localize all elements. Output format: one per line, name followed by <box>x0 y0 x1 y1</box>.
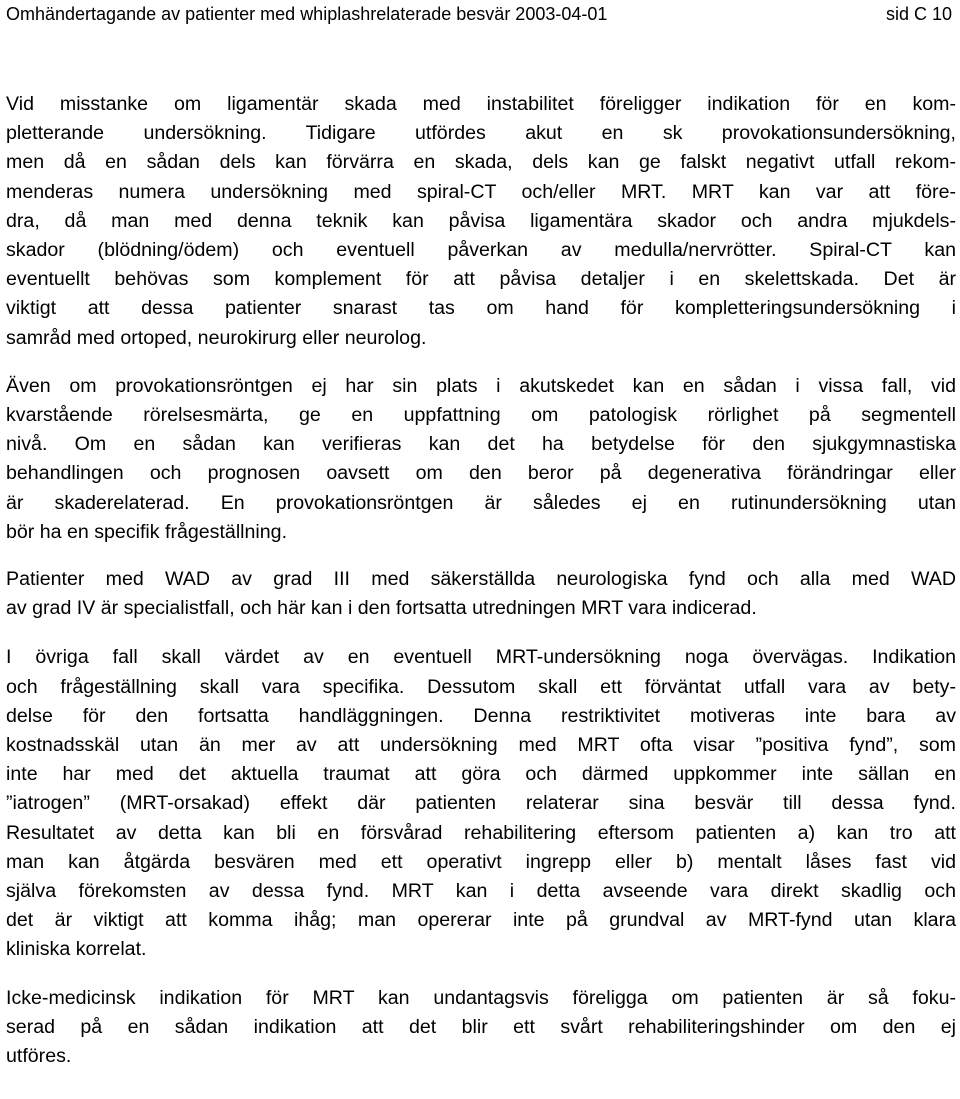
text-line: Patienter med WAD av grad III med säkerställda neurologiska fynd och alla med WAD <box>6 568 956 591</box>
text-line: menderas numera undersökning med spiral-CT och/eller MRT. MRT kan var att före- <box>6 180 956 203</box>
text-line: skador (blödning/ödem) och eventuell påverkan av medulla/nervrötter. Spiral-CT kan <box>6 239 956 262</box>
paragraph-provocation-xray <box>6 372 956 547</box>
text-line: är skaderelaterad. En provokationsröntgen är således ej en rutinundersökning utan <box>6 491 956 514</box>
text-line: Även om provokationsröntgen ej har sin plats i akutskedet kan en sådan i vissa fall, vid <box>6 374 956 397</box>
paragraph-wad-grade <box>6 565 956 623</box>
text-line: och frågeställning skall vara specifika. Dessutom skall ett förväntat utfall vara av bety- <box>6 675 956 698</box>
text-line: nivå. Om en sådan kan verifieras kan det ha betydelse för den sjukgymnastiska <box>6 433 956 456</box>
text-line: själva förekomsten av dessa fynd. MRT kan i detta avseende vara direkt skadlig och <box>6 880 956 903</box>
text-line: men då en sådan dels kan förvärra en skada, dels kan ge falskt negativt utfall rekom- <box>6 151 956 174</box>
paragraph-non-medical-indication <box>6 984 956 1072</box>
paragraph-spacer <box>6 623 956 643</box>
paragraph-spacer <box>6 353 956 372</box>
text-line: behandlingen och prognosen oavsett om den beror på degenerativa förändringar eller <box>6 462 956 485</box>
paragraph-spacer <box>6 965 956 984</box>
text-line: pletterande undersökning. Tidigare utfördes akut en sk provokationsundersökning, <box>6 122 956 145</box>
page-header <box>6 2 952 26</box>
paragraph-spacer <box>6 547 956 565</box>
text-line: kvarstående rörelsesmärta, ge en uppfattning om patologisk rörlighet på segmentell <box>6 404 956 427</box>
text-line: kliniska korrelat. <box>6 938 147 961</box>
text-line: utföres. <box>6 1045 72 1068</box>
text-line: I övriga fall skall värdet av en eventuell MRT-undersökning noga övervägas. Indikation <box>6 646 956 669</box>
text-line: serad på en sådan indikation att det blir ett svårt rehabiliteringshinder om den ej <box>6 1015 956 1038</box>
text-line: samråd med ortoped, neurokirurg eller neurolog. <box>6 326 427 349</box>
text-line: av grad IV är specialistfall, och här kan i den fortsatta utredningen MRT vara indicerad. <box>6 597 757 620</box>
text-line: man kan åtgärda besvären med ett operativt ingrepp eller b) mentalt låses fast vid <box>6 850 956 873</box>
paragraph-mrt-restriction <box>6 643 956 964</box>
text-line: Icke-medicinsk indikation för MRT kan undantagsvis föreligga om patienten är så foku- <box>6 986 956 1009</box>
text-line: Resultatet av detta kan bli en försvårad rehabilitering eftersom patienten a) kan tro att <box>6 821 956 844</box>
text-line: dra, då man med denna teknik kan påvisa ligamentära skador och andra mjukdels- <box>6 209 956 232</box>
text-line: delse för den fortsatta handläggningen. Denna restriktivitet motiveras inte bara av <box>6 704 956 727</box>
text-line: kostnadsskäl utan än mer av att undersökning med MRT ofta visar ”positiva fynd”, som <box>6 734 956 757</box>
text-line: inte har med det aktuella traumat att göra och därmed uppkommer inte sällan en <box>6 763 956 786</box>
text-line: bör ha en specifik frågeställning. <box>6 520 288 543</box>
text-line: eventuellt behövas som komplement för att påvisa detaljer i en skelettskada. Det är <box>6 268 956 291</box>
document-title: Omhändertagande av patienter med whiplashrelaterade besvär 2003-04-01 <box>6 4 608 24</box>
text-line: det är viktigt att komma ihåg; man opererar inte på grundval av MRT-fynd utan klara <box>6 909 956 932</box>
page-number: sid C 10 <box>885 4 952 24</box>
text-line: ”iatrogen” (MRT-orsakad) effekt där patienten relaterar sina besvär till dessa fynd. <box>6 792 956 815</box>
text-line: viktigt att dessa patienter snarast tas om hand för kompletteringsundersökning i <box>6 297 956 320</box>
document-body <box>6 90 956 1071</box>
paragraph-ligament-injury <box>6 90 956 353</box>
text-line: Vid misstanke om ligamentär skada med instabilitet föreligger indikation för en kom- <box>6 93 956 115</box>
